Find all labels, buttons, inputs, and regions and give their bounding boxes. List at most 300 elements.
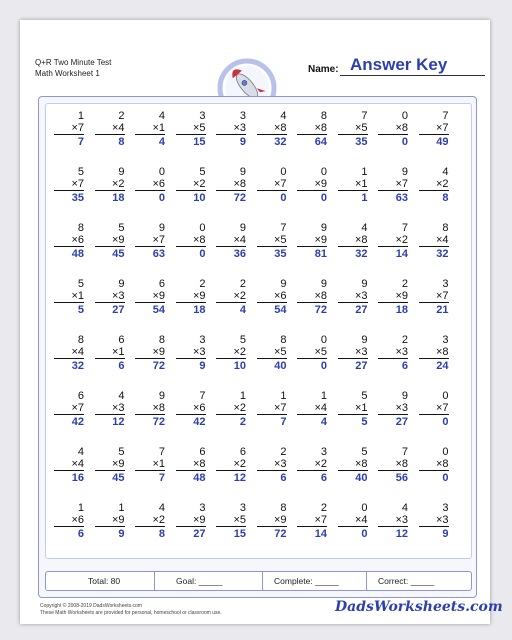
multiplier-value: 8 [442,458,449,470]
problem [54,502,84,540]
multiplicand: 7 [158,446,165,458]
times-sign: × [152,458,159,470]
problem [419,334,449,372]
times-sign: × [314,234,321,246]
multiplier [54,290,84,303]
multiplicand: 0 [320,166,327,178]
times-sign: × [233,290,240,302]
multiplier-value: 9 [199,290,206,302]
multiplier [338,122,368,135]
multiplier [135,234,165,247]
multiplier [216,290,246,303]
problem [257,278,287,316]
times-sign: × [273,290,281,302]
multiplicand: 2 [239,278,246,290]
problem [419,502,449,540]
multiplicand: 2 [199,278,206,290]
multiplicand: 8 [158,334,165,346]
times-sign: × [273,402,281,414]
problem [419,446,449,484]
multiplier-value: 9 [158,346,165,358]
multiplier-value: 3 [401,346,408,358]
problem [378,110,408,148]
answer: 48 [71,248,84,260]
copyright-line-2: These Math Worksheets are provided for personal, homeschool or classroom use. [40,610,222,616]
multiplicand: 9 [401,166,408,178]
problem [54,446,84,484]
problem [297,110,327,148]
correct-label: Correct: _____ [378,576,435,586]
multiplicand: 7 [401,222,408,234]
multiplicand: 3 [442,334,449,346]
multiplicand: 5 [361,446,368,458]
problem [338,278,368,316]
times-sign: × [273,122,281,134]
multiplicand: 1 [361,166,368,178]
multiplicand: 9 [361,278,368,290]
multiplier-value: 2 [199,178,206,190]
multiplier [176,178,206,191]
problem [378,390,408,428]
multiplier-value: 6 [77,234,84,246]
times-sign: × [354,178,362,190]
problem [378,166,408,204]
multiplier [257,290,287,303]
times-sign: × [192,178,200,190]
multiplicand: 0 [442,390,449,402]
multiplier [95,234,125,247]
answer: 0 [320,360,327,372]
answer: 64 [314,136,327,148]
multiplier-value: 8 [442,346,449,358]
answer: 14 [395,248,408,260]
multiplier-value: 9 [280,514,287,526]
problem [297,166,327,204]
multiplier-value: 4 [442,234,449,246]
times-sign: × [395,122,402,134]
problem [54,390,84,428]
multiplicand: 1 [118,502,125,514]
multiplier-value: 5 [361,122,368,134]
multiplier [95,346,125,359]
goal-label: Goal: _____ [176,576,223,586]
multiplier-value: 3 [401,402,408,414]
answer: 72 [314,304,327,316]
times-sign: × [71,346,78,358]
answer: 35 [355,136,368,148]
times-sign: × [233,346,240,358]
multiplicand: 9 [401,390,408,402]
multiplier-value: 3 [239,122,246,134]
multiplicand: 7 [442,110,449,122]
problem [378,446,408,484]
multiplicand: 0 [361,502,368,514]
problem [297,334,327,372]
problem [257,502,287,540]
multiplier [54,122,84,135]
divider [262,572,263,590]
multiplicand: 8 [320,110,327,122]
multiplicand: 9 [158,222,165,234]
times-sign: × [435,402,443,414]
multiplicand: 5 [77,278,84,290]
multiplier [216,458,246,471]
multiplier-value: 9 [118,514,125,526]
multiplicand: 9 [280,278,287,290]
times-sign: × [435,458,443,470]
multiplier [257,458,287,471]
times-sign: × [111,514,119,526]
multiplier-value: 1 [361,402,368,414]
answer: 12 [395,528,408,540]
times-sign: × [192,234,200,246]
multiplier-value: 8 [199,458,206,470]
times-sign: × [395,402,402,414]
times-sign: × [233,458,240,470]
multiplier [257,234,287,247]
times-sign: × [395,458,402,470]
problem [135,446,165,484]
problem [216,446,246,484]
multiplier [378,122,408,135]
answer: 36 [233,248,246,260]
answer: 4 [320,416,327,428]
problem [419,166,449,204]
problem [54,222,84,260]
problem [176,278,206,316]
times-sign: × [111,290,119,302]
problem [257,110,287,148]
multiplicand: 7 [361,110,368,122]
multiplier [176,234,206,247]
problem [135,390,165,428]
times-sign: × [314,122,321,134]
answer: 42 [71,416,84,428]
problem [176,334,206,372]
score-bar [45,571,472,591]
multiplicand: 3 [442,502,449,514]
multiplier [54,234,84,247]
multiplier-value: 8 [361,458,368,470]
multiplicand: 0 [280,166,287,178]
times-sign: × [273,514,281,526]
problem [378,334,408,372]
times-sign: × [71,122,78,134]
multiplier [419,346,449,359]
times-sign: × [354,458,362,470]
multiplier-value: 1 [77,290,84,302]
answer: 42 [193,416,206,428]
multiplier [419,458,449,471]
times-sign: × [233,234,240,246]
answer: 7 [280,416,287,428]
answer: 1 [361,192,368,204]
problem [54,166,84,204]
divider [366,572,367,590]
answer: 0 [158,192,165,204]
multiplier-value: 7 [401,178,408,190]
multiplier [257,346,287,359]
multiplier-value: 3 [442,514,449,526]
problem [95,446,125,484]
times-sign: × [273,346,281,358]
multiplier [257,122,287,135]
multiplier-value: 8 [280,122,287,134]
problem [338,166,368,204]
times-sign: × [152,346,159,358]
multiplier [216,178,246,191]
multiplicand: 7 [401,446,408,458]
multiplier-value: 9 [158,290,165,302]
answer: 15 [233,528,246,540]
problem [176,166,206,204]
multiplicand: 9 [158,390,165,402]
multiplier [135,458,165,471]
answer: 4 [158,136,165,148]
multiplier [338,178,368,191]
times-sign: × [395,234,402,246]
answer: 12 [233,472,246,484]
answer: 10 [193,192,206,204]
multiplicand: 8 [442,222,449,234]
multiplicand: 9 [239,222,246,234]
multiplicand: 9 [361,334,368,346]
times-sign: × [354,290,362,302]
multiplier-value: 9 [401,290,408,302]
multiplier-value: 5 [280,234,287,246]
answer: 0 [199,248,206,260]
multiplier [378,234,408,247]
times-sign: × [395,178,402,190]
answer: 0 [442,472,449,484]
times-sign: × [273,234,281,246]
multiplicand: 9 [118,166,125,178]
multiplier [378,458,408,471]
multiplicand: 4 [361,222,368,234]
answer: 32 [436,248,449,260]
multiplicand: 5 [361,390,368,402]
times-sign: × [435,346,443,358]
complete-label: Complete: _____ [274,576,339,586]
multiplicand: 3 [199,110,206,122]
answer: 45 [112,472,125,484]
times-sign: × [233,402,240,414]
times-sign: × [354,234,362,246]
times-sign: × [71,234,78,246]
times-sign: × [71,402,78,414]
problem [135,222,165,260]
answer: 0 [320,192,327,204]
multiplier [176,122,206,135]
answer: 35 [274,248,287,260]
problem [297,278,327,316]
multiplier [95,122,125,135]
times-sign: × [435,178,443,190]
multiplier-value: 9 [320,234,327,246]
answer: 54 [274,304,287,316]
multiplier-value: 7 [77,122,84,134]
multiplier-value: 2 [158,514,165,526]
problem [216,334,246,372]
multiplier-value: 3 [118,402,125,414]
problem [216,390,246,428]
times-sign: × [192,122,200,134]
multiplier-value: 7 [280,178,287,190]
multiplier-value: 7 [158,234,165,246]
multiplier [135,514,165,527]
multiplier [338,234,368,247]
multiplier-value: 2 [118,178,125,190]
problem [419,390,449,428]
multiplicand: 5 [118,446,125,458]
answer: 0 [401,136,408,148]
multiplicand: 7 [199,390,206,402]
multiplier [95,458,125,471]
copyright [40,603,222,617]
multiplier [216,346,246,359]
problem [176,390,206,428]
multiplicand: 0 [199,222,206,234]
problem [216,502,246,540]
multiplicand: 7 [280,222,287,234]
multiplier-value: 4 [361,514,368,526]
times-sign: × [314,514,321,526]
multiplier-value: 2 [239,458,246,470]
times-sign: × [273,458,281,470]
answer: 5 [77,304,84,316]
problem [176,446,206,484]
multiplier-value: 3 [401,514,408,526]
multiplier-value: 4 [239,234,246,246]
multiplier-value: 9 [118,234,125,246]
multiplier [257,402,287,415]
problem [378,502,408,540]
problem [216,166,246,204]
problem [257,222,287,260]
problem [338,502,368,540]
problem [176,222,206,260]
answer: 12 [112,416,125,428]
multiplier-value: 2 [320,458,327,470]
multiplier-value: 7 [320,514,327,526]
multiplier [54,514,84,527]
multiplier-value: 4 [320,402,327,414]
multiplicand: 3 [239,110,246,122]
multiplier-value: 8 [199,234,206,246]
times-sign: × [435,514,443,526]
multiplier [176,514,206,527]
problem [338,334,368,372]
total-label: Total: 80 [88,576,121,586]
times-sign: × [192,290,200,302]
multiplier [297,514,327,527]
multiplier [54,346,84,359]
multiplier [338,290,368,303]
answer: 9 [442,528,449,540]
multiplier-value: 5 [280,346,287,358]
multiplier [216,234,246,247]
answer: 40 [274,360,287,372]
times-sign: × [354,346,362,358]
multiplier [135,346,165,359]
answer: 8 [442,192,449,204]
title-line-2: Math Worksheet 1 [35,69,100,78]
multiplier [54,402,84,415]
answer: 0 [442,416,449,428]
times-sign: × [354,402,362,414]
multiplier [378,178,408,191]
problem [95,278,125,316]
answer: 8 [158,528,165,540]
answer: 81 [314,248,327,260]
times-sign: × [152,402,159,414]
multiplicand: 2 [280,446,287,458]
multiplicand: 3 [320,446,327,458]
times-sign: × [152,290,159,302]
multiplier [257,178,287,191]
problem [135,166,165,204]
multiplier-value: 7 [442,122,449,134]
multiplier [419,290,449,303]
multiplier [338,346,368,359]
answer: 7 [158,472,165,484]
problem [216,222,246,260]
times-sign: × [314,458,321,470]
multiplier-value: 3 [361,346,368,358]
answer: 27 [355,304,368,316]
answer: 2 [239,416,246,428]
multiplicand: 4 [280,110,287,122]
multiplicand: 1 [77,502,84,514]
multiplier-value: 8 [401,458,408,470]
multiplier-value: 3 [118,290,125,302]
times-sign: × [111,122,119,134]
times-sign: × [111,178,119,190]
multiplicand: 6 [239,446,246,458]
times-sign: × [192,514,200,526]
multiplicand: 8 [280,502,287,514]
multiplier [297,178,327,191]
multiplier-value: 2 [401,234,408,246]
times-sign: × [435,234,443,246]
divider [154,572,155,590]
multiplicand: 3 [239,502,246,514]
answer: 15 [193,136,206,148]
copyright-line-1: Copyright © 2008-2019 DadsWorksheets.com [40,603,142,609]
times-sign: × [354,122,362,134]
multiplicand: 6 [158,278,165,290]
problem [297,502,327,540]
answer: 27 [395,416,408,428]
multiplicand: 3 [199,334,206,346]
problem [257,390,287,428]
times-sign: × [273,178,281,190]
times-sign: × [233,514,240,526]
answer: 14 [314,528,327,540]
multiplier [419,514,449,527]
problems-panel [38,96,477,598]
problem [176,110,206,148]
multiplier-value: 7 [442,290,449,302]
answer: 7 [77,136,84,148]
problem [54,278,84,316]
multiplier [95,178,125,191]
worksheet-title [35,57,111,79]
problems-grid [45,103,472,559]
problem [176,502,206,540]
problem [95,110,125,148]
multiplicand: 4 [77,446,84,458]
